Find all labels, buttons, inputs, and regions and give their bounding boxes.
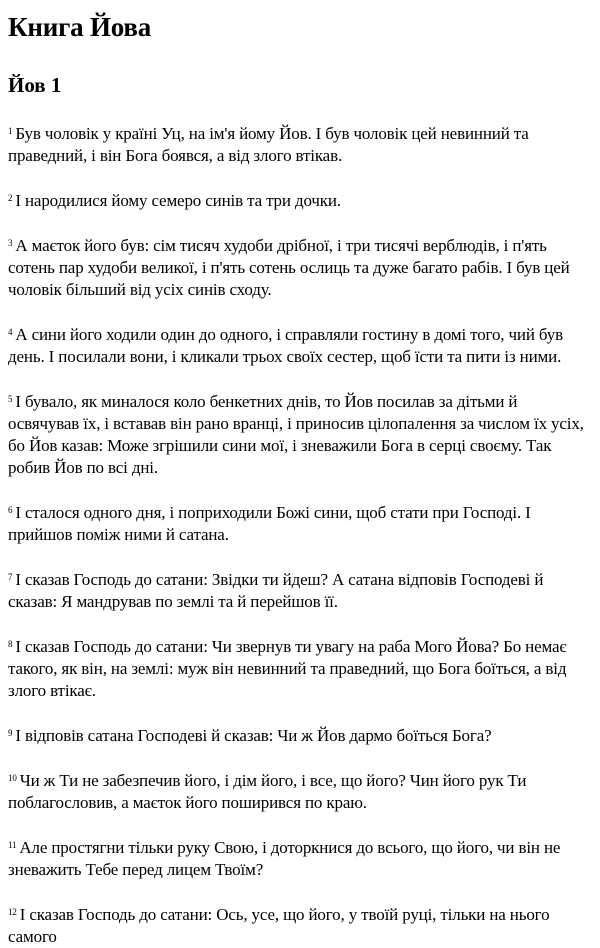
verse-number: 3 bbox=[8, 238, 13, 248]
verse-text: І сказав Господь до сатани: Чи звернув ти увагу на раба Мого Йова? Бо немає такого, як він, на землі: муж він невинний та праведний, що Бога боїться, а від злого втікає. bbox=[8, 637, 567, 700]
verse-text: Чи ж Ти не забезпечив його, і дім його, і все, що його? Чин його рук Ти поблагословив, а маєток його поширився по краю. bbox=[8, 771, 527, 812]
verse-number: 4 bbox=[8, 327, 13, 337]
verse bbox=[8, 834, 590, 881]
verse-number: 6 bbox=[8, 505, 13, 515]
verse bbox=[8, 633, 590, 702]
verse-number: 11 bbox=[8, 840, 17, 850]
verse bbox=[8, 901, 590, 948]
verse bbox=[8, 722, 590, 747]
verse-number: 1 bbox=[8, 126, 13, 136]
verse-list bbox=[8, 120, 590, 948]
verse-text: І бувало, як миналося коло бенкетних днів, то Йов посилав за дітьми й освячував їх, і вставав він рано вранці, і приносив цілопалення за числом їх усіх, бо Йов казав: Може згрішили сини мої, і зневажили Бога в серці своєму. Так робив Йов по всі дні. bbox=[8, 392, 584, 477]
verse bbox=[8, 566, 590, 613]
chapter-heading: Йов 1 bbox=[8, 73, 62, 97]
verse-text: А маєток його був: сім тисяч худоби дрібної, і три тисячі верблюдів, і п'ять сотень пар худоби великої, і п'ять сотень ослиць та дуже багато рабів. І був цей чоловік більший від усіх синів сходу. bbox=[8, 236, 570, 299]
verse-number: 8 bbox=[8, 639, 13, 649]
verse-text: Але простягни тільки руку Свою, і доторкнися до всього, що його, чи він не зневажить Тебе перед лицем Твоїм? bbox=[8, 838, 561, 879]
verse-text: І народилися йому семеро синів та три дочки. bbox=[15, 191, 341, 210]
verse-text: Був чоловік у країні Уц, на ім'я йому Йов. І був чоловік цей невинний та праведний, і він Бога боявся, а від злого втікав. bbox=[8, 124, 529, 165]
verse-text: І відповів сатана Господеві й сказав: Чи ж Йов дармо боїться Бога? bbox=[15, 726, 492, 745]
verse-text: І сказав Господь до сатани: Звідки ти йдеш? А сатана відповів Господеві й сказав: Я мандрував по землі та й перейшов її. bbox=[8, 570, 544, 611]
verse bbox=[8, 321, 590, 368]
verse-number: 5 bbox=[8, 394, 13, 404]
verse-number: 2 bbox=[8, 193, 13, 203]
verse-text: І сказав Господь до сатани: Ось, усе, що його, у твоїй руці, тільки на нього самого bbox=[8, 905, 550, 946]
verse bbox=[8, 767, 590, 814]
verse-number: 12 bbox=[8, 907, 17, 917]
book-title: Книга Йова bbox=[8, 12, 152, 42]
verse bbox=[8, 187, 590, 212]
verse bbox=[8, 232, 590, 301]
verse-text: І сталося одного дня, і поприходили Божі сини, щоб стати при Господі. І прийшов поміж ними й сатана. bbox=[8, 503, 531, 544]
verse-number: 10 bbox=[8, 773, 17, 783]
verse bbox=[8, 120, 590, 167]
verse-number: 9 bbox=[8, 728, 13, 738]
verse-text: А сини його ходили один до одного, і справляли гостину в домі того, чий був день. І посилали вони, і кликали трьох своїх сестер, щоб їсти та пити із ними. bbox=[8, 325, 563, 366]
verse bbox=[8, 499, 590, 546]
verse bbox=[8, 388, 590, 479]
verse-number: 7 bbox=[8, 572, 13, 582]
